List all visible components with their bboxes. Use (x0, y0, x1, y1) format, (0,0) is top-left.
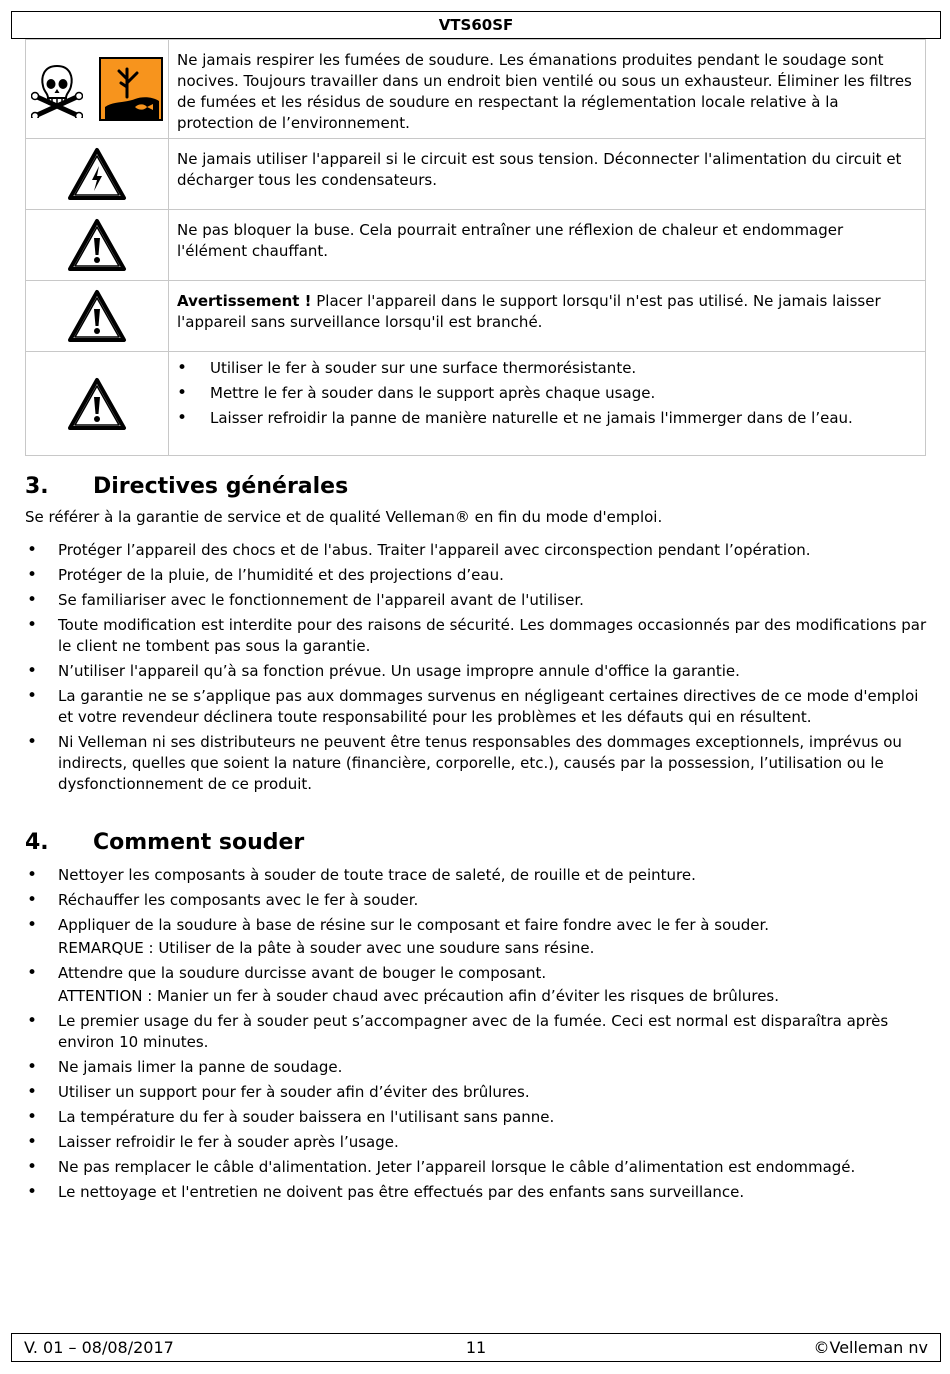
list-item: • Toute modification est interdite pour des raisons de sécurité. Les dommages occasionnés par des modifications par le client ne tombent pas sous la garantie. (25, 615, 930, 657)
step-text: Nettoyer les composants à souder de toute trace de saleté, de rouille et de peinture. (58, 866, 696, 884)
general-guidelines-list (25, 540, 930, 799)
safety-bullet-list (177, 358, 917, 429)
list-item (25, 1107, 930, 1128)
step-text: Ne jamais limer la panne de soudage. (58, 1058, 343, 1076)
version-date: V. 01 – 08/08/2017 (24, 1338, 174, 1357)
list-item: • Protéger l’appareil des chocs et de l'abus. Traiter l'appareil avec circonspection pendant l’opération. (25, 540, 930, 561)
list-item (25, 865, 930, 886)
list-item (25, 890, 930, 911)
step-text: Le nettoyage et l'entretien ne doivent pas être effectués par des enfants sans surveillance. (58, 1183, 745, 1201)
step-text: Ne pas remplacer le câble d'alimentation. Jeter l’appareil lorsque le câble d’alimentation est endommagé. (58, 1158, 856, 1176)
list-item: • Laisser refroidir la panne de manière naturelle et ne jamais l'immerger dans de l’eau. (177, 408, 917, 429)
step-note: REMARQUE : Utiliser de la pâte à souder avec une soudure sans résine. (58, 939, 595, 957)
environment-hazard-icon (99, 57, 163, 121)
safety-text: Placer l'appareil dans le support lorsqu'il n'est pas utilisé. Ne jamais laisser l'appareil sans surveillance lorsqu'il est branché. (177, 292, 881, 331)
step-text: Le premier usage du fer à souder peut s’accompagner avec de la fumée. Ceci est normal est disparaîtra après environ 10 minutes. (58, 1012, 889, 1051)
page-number: 11 (465, 1338, 487, 1357)
section-intro: Se référer à la garantie de service et de qualité Velleman® en fin du mode d'emploi. (25, 508, 663, 526)
safety-text-cell (169, 352, 926, 456)
step-text: Laisser refroidir le fer à souder après l’usage. (58, 1133, 399, 1151)
safety-text: Ne pas bloquer la buse. Cela pourrait entraîner une réflexion de chaleur et endommager l'élément chauffant. (177, 221, 844, 260)
warning-label: Avertissement ! (177, 292, 312, 310)
list-item (25, 1057, 930, 1078)
list-item (25, 1011, 930, 1053)
safety-row (26, 139, 926, 210)
safety-row (26, 40, 926, 139)
list-item: • Ni Velleman ni ses distributeurs ne peuvent être tenus responsables des dommages exceptionnels, imprévus ou indirects, quelles que soient la nature (financière, corporelle, etc.), causés par la possession, l’utilisation ou le dysfonctionnement de ce produit. (25, 732, 930, 795)
copyright: ©Velleman nv (813, 1338, 928, 1357)
section-heading (25, 473, 348, 501)
safety-row (26, 281, 926, 352)
step-text: Réchauffer les composants avec le fer à souder. (58, 891, 419, 909)
step-text: Utiliser un support pour fer à souder afin d’éviter des brûlures. (58, 1083, 530, 1101)
exclamation-warning-icon (66, 376, 128, 432)
safety-text-cell (169, 40, 926, 139)
section-number: 4. (25, 830, 49, 855)
list-item (25, 1157, 930, 1178)
electric-shock-warning-icon (66, 146, 128, 202)
document-title: VTS60SF (438, 16, 514, 34)
list-item (25, 963, 930, 1007)
list-item: • Protéger de la pluie, de l’humidité et des projections d’eau. (25, 565, 930, 586)
soldering-steps-list (25, 865, 930, 1207)
safety-icon-cell (26, 40, 169, 139)
safety-text-cell (169, 281, 926, 352)
list-item (25, 1182, 930, 1203)
list-item (25, 1132, 930, 1153)
document-header (11, 11, 941, 39)
section-title: Comment souder (93, 830, 305, 855)
step-text: Attendre que la soudure durcisse avant de bouger le composant. (58, 964, 547, 982)
safety-table (25, 39, 926, 456)
section-title: Directives générales (93, 474, 349, 499)
safety-icon-cell (26, 139, 169, 210)
safety-text: Ne jamais utiliser l'appareil si le circuit est sous tension. Déconnecter l'alimentation du circuit et décharger tous les condensateurs. (177, 150, 902, 189)
section-number: 3. (25, 474, 49, 499)
list-item (25, 915, 930, 959)
step-note: ATTENTION : Manier un fer à souder chaud avec précaution afin d’éviter les risques de brûlures. (58, 987, 780, 1005)
section-heading (25, 829, 304, 857)
list-item (25, 1082, 930, 1103)
safety-row (26, 352, 926, 456)
safety-icon-cell (26, 210, 169, 281)
list-item: • La garantie ne se s’applique pas aux dommages survenus en négligeant certaines directives de ce mode d'emploi et votre revendeur déclinera toute responsabilité pour les problèmes et les défauts qui en résultent. (25, 686, 930, 728)
list-item: • Utiliser le fer à souder sur une surface thermorésistante. (177, 358, 917, 379)
list-item: • N’utiliser l'appareil qu’à sa fonction prévue. Un usage impropre annule d'office la garantie. (25, 661, 930, 682)
exclamation-warning-icon (66, 288, 128, 344)
safety-icon-cell (26, 352, 169, 456)
step-text: La température du fer à souder baissera en l'utilisant sans panne. (58, 1108, 555, 1126)
safety-text-cell (169, 210, 926, 281)
safety-text: Ne jamais respirer les fumées de soudure. Les émanations produites pendant le soudage sont nocives. Toujours travailler dans un endroit bien ventilé ou sous un exhausteur. Éliminer les filtres de fumées et les résidus de soudure en respectant la réglementation locale relative à la protection de l’environnement. (177, 51, 912, 132)
safety-icon-cell (26, 281, 169, 352)
safety-row (26, 210, 926, 281)
safety-text-cell (169, 139, 926, 210)
step-text: Appliquer de la soudure à base de résine sur le composant et faire fondre avec le fer à souder. (58, 916, 770, 934)
toxic-skull-icon (31, 60, 83, 118)
exclamation-warning-icon (66, 217, 128, 273)
list-item: • Mettre le fer à souder dans le support après chaque usage. (177, 383, 917, 404)
document-footer (11, 1333, 941, 1362)
list-item: • Se familiariser avec le fonctionnement de l'appareil avant de l'utiliser. (25, 590, 930, 611)
